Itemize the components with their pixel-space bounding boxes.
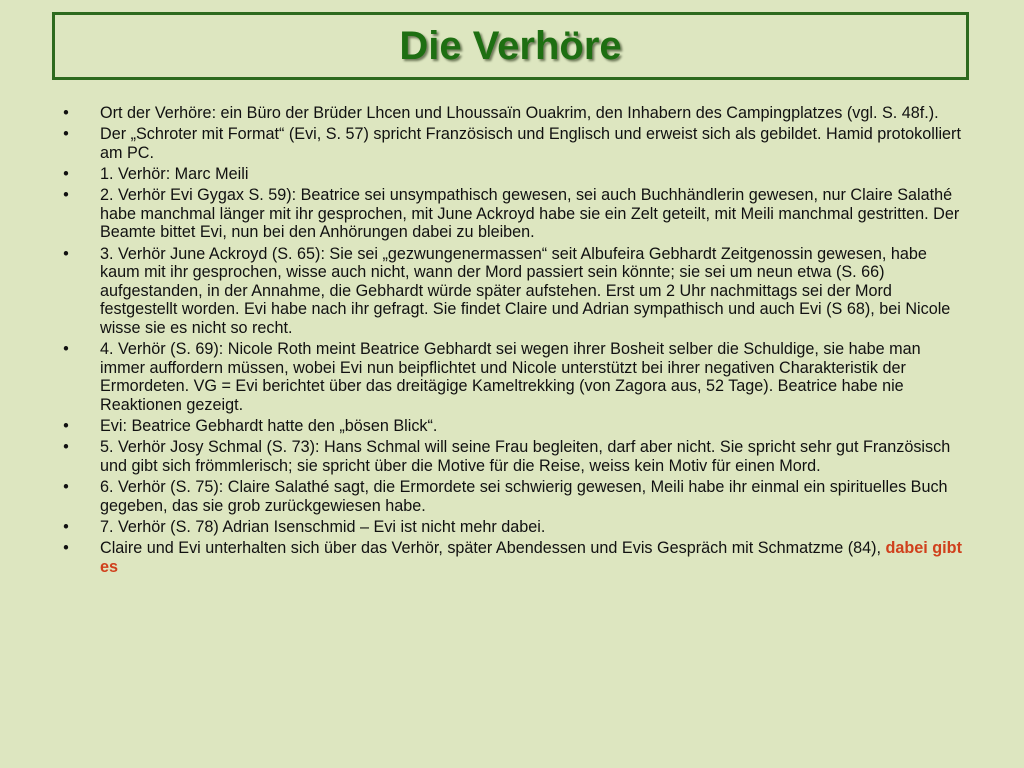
bullet-icon: • <box>63 478 69 497</box>
title-frame <box>52 12 969 80</box>
bullet-icon: • <box>63 340 69 359</box>
bullet-text: 1. Verhör: Marc Meili <box>100 164 249 183</box>
bullet-item <box>60 245 970 338</box>
bullet-text: 3. Verhör June Ackroyd (S. 65): Sie sei „gezwungenermassen“ seit Albufeira Gebhardt Zeitgenossin gewesen, habe kaum mit ihr gesprochen, wisse auch nicht, wann der Mord passiert sein könnte; sie sei um neun etwa (S. 66) aufgestanden, in der Annahme, die Gebhardt würde später aufstehen. Erst um 2 Uhr nachmittags sei der Mord festgestellt worden. Evi habe nach ihr gefragt. Sie findet Claire und Adrian sympathisch und auch Evi (S 68), bei Nicole wisse sie es nicht so recht. <box>100 244 951 337</box>
bullet-icon: • <box>63 104 69 122</box>
slide-title: Die Verhöre <box>399 23 622 68</box>
bullet-icon: • <box>63 244 69 263</box>
bullet-text: Claire und Evi unterhalten sich über das Verhör, später Abendessen und Evis Gespräch mit Schmatzme (84), <box>100 539 886 557</box>
bullet-item <box>60 186 970 242</box>
bullet-icon: • <box>63 186 69 205</box>
bullet-icon: • <box>63 417 69 436</box>
bullet-text: 6. Verhör (S. 75): Claire Salathé sagt, die Ermordete sei schwierig gewesen, Meili habe ihr einmal ein spirituelles Buch gegeben, das sie grob zurückgewiesen habe. <box>100 478 948 515</box>
bullet-item-last <box>60 539 970 576</box>
bullet-text: Evi: Beatrice Gebhardt hatte den „bösen Blick“. <box>100 417 438 436</box>
bullet-icon: • <box>63 539 69 557</box>
bullet-list <box>60 104 970 579</box>
bullet-text: 5. Verhör Josy Schmal (S. 73): Hans Schmal will seine Frau begleiten, darf aber nicht. Sie spricht sehr gut Französisch und gibt sich frömmlerisch; sie spricht über die Motive für die Reise, weiss kein Motiv für einen Mord. <box>100 438 951 475</box>
bullet-text: 7. Verhör (S. 78) Adrian Isenschmid – Evi ist nicht mehr dabei. <box>100 517 546 536</box>
bullet-text: Ort der Verhöre: ein Büro der Brüder Lhcen und Lhoussaïn Ouakrim, den Inhabern des Campingplatzes (vgl. S. 48f.). <box>100 104 939 122</box>
bullet-icon: • <box>63 125 69 144</box>
bullet-item <box>60 478 970 515</box>
bullet-icon: • <box>63 438 69 457</box>
bullet-item <box>60 518 970 537</box>
bullet-text: 4. Verhör (S. 69): Nicole Roth meint Beatrice Gebhardt sei wegen ihrer Bosheit selber die Schuldige, sie habe man immer auffordern müssen, wobei Evi nun beipflichtet und Nicole unterstützt bei ihrer negativen Charakteristik der Ermordeten. VG = Evi berichtet über das dreitägige Kameltrekking (von Zagora aus, 52 Tage). Beatrice habe nie Reaktionen gezeigt. <box>100 340 921 414</box>
bullet-item <box>60 340 970 414</box>
bullet-item <box>60 417 970 436</box>
bullet-item <box>60 125 970 162</box>
bullet-item <box>60 104 970 123</box>
bullet-icon: • <box>63 517 69 536</box>
bullet-item <box>60 165 970 184</box>
highlight-text: dabei gibt es <box>100 539 962 576</box>
bullet-item <box>60 438 970 475</box>
bullet-icon: • <box>63 164 69 183</box>
bullet-text: Der „Schroter mit Format“ (Evi, S. 57) spricht Französisch und Englisch und erweist sich als gebildet. Hamid protokolliert am PC. <box>100 125 961 162</box>
bullet-text: 2. Verhör Evi Gygax S. 59): Beatrice sei unsympathisch gewesen, sei auch Buchhändlerin gewesen, nur Claire Salathé habe manchmal länger mit ihr gesprochen, mit June Ackroyd habe sie ein Zelt geteilt, mit Meili manchmal gestritten. Der Beamte bittet Evi, nun bei den Anhörungen dabei zu bleiben. <box>100 186 960 242</box>
